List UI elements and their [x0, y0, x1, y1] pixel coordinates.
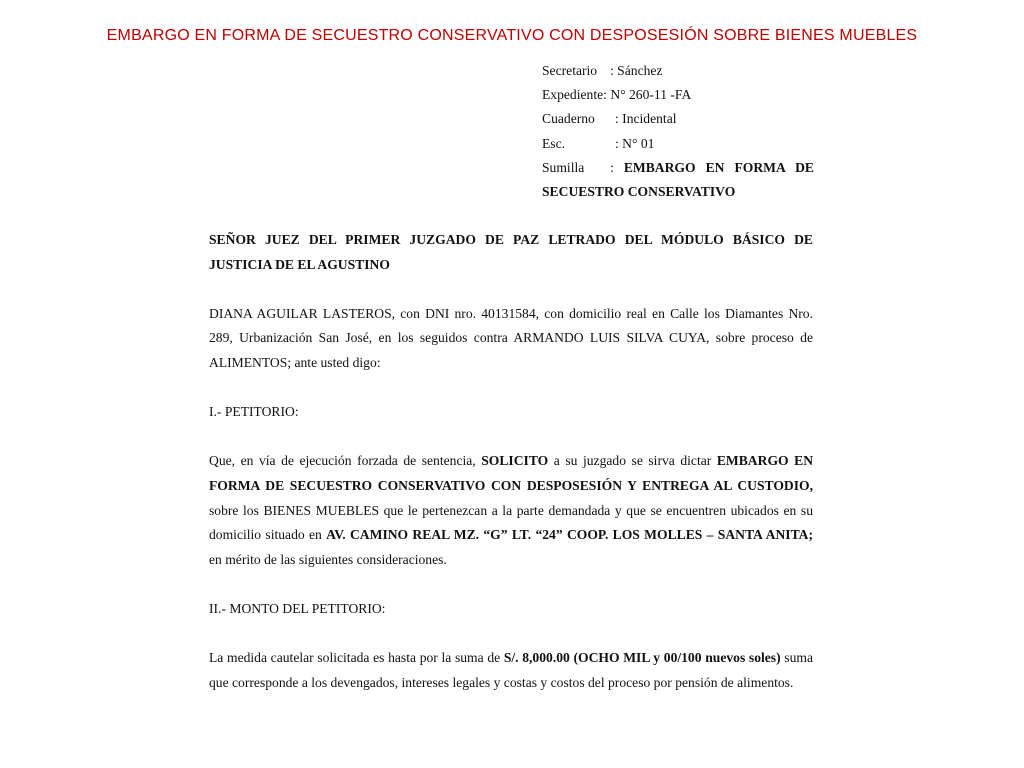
meta-row-secretario — [542, 59, 814, 83]
meta-label: Esc. — [542, 135, 566, 151]
meta-colon: : — [610, 159, 614, 175]
monto-text: La medida cautelar solicitada es hasta por la suma de — [209, 650, 501, 666]
petitorio-bold: EMBARGO EN FORMA DE SECUESTRO CONSERVATIVO CON DESPOSESIÓN Y ENTREGA AL CUSTODIO, — [209, 453, 814, 493]
monto-amount: S/. 8,000.00 (OCHO MIL y 00/100 nuevos soles) — [503, 650, 781, 666]
document-body — [209, 228, 813, 695]
case-metadata-block — [542, 59, 814, 204]
addressee: SEÑOR JUEZ DEL PRIMER JUZGADO DE PAZ LETRADO DEL MÓDULO BÁSICO DE JUSTICIA DE EL AGUSTINO — [209, 232, 813, 272]
spacer — [209, 622, 813, 647]
meta-value: N° 260-11 -FA — [610, 87, 692, 103]
petitorio-bold: SOLICITO — [481, 453, 549, 469]
section-2-heading: II.- MONTO DEL PETITORIO: — [209, 600, 386, 616]
section-1-heading: I.- PETITORIO: — [209, 404, 299, 420]
intro-paragraph: DIANA AGUILAR LASTEROS, con DNI nro. 40131584, con domicilio real en Calle los Diamantes Nro. 289, Urbanización San José, en los seguidos contra ARMANDO LUIS SILVA CUYA, sobre proceso de ALIMENTOS; ante usted digo: — [209, 305, 813, 370]
petitorio-text: a su juzgado se sirva dictar — [553, 453, 712, 469]
spacer — [209, 376, 813, 401]
petitorio-address: AV. CAMINO REAL MZ. “G” LT. “24” COOP. LOS MOLLES – SANTA ANITA; — [326, 527, 813, 543]
petitorio-paragraph — [209, 449, 813, 572]
sumilla-value-continued: SECUESTRO CONSERVATIVO — [542, 184, 736, 200]
meta-row-sumilla — [542, 156, 814, 180]
monto-text: suma que corresponde a los devengados, intereses legales y costas y costos del proceso por pensión de alimentos. — [209, 650, 813, 690]
meta-value: : N° 01 — [615, 135, 655, 151]
document-header-title: EMBARGO EN FORMA DE SECUESTRO CONSERVATIVO CON DESPOSESIÓN SOBRE BIENES MUEBLES — [106, 27, 918, 44]
sumilla-value: EMBARGO EN FORMA DE — [623, 159, 814, 175]
meta-row-expediente — [542, 83, 814, 107]
petitorio-text: en mérito de las siguientes consideraciones. — [209, 551, 447, 567]
meta-value: : Incidental — [615, 111, 677, 127]
spacer — [209, 425, 813, 450]
meta-label: Cuaderno — [542, 111, 595, 127]
meta-label: Expediente: — [542, 87, 607, 103]
petitorio-text: Que, en vía de ejecución forzada de sentencia, — [209, 453, 476, 469]
meta-value: : Sánchez — [610, 63, 663, 78]
spacer — [209, 277, 813, 302]
monto-paragraph — [209, 646, 813, 695]
meta-label: Sumilla — [542, 159, 585, 175]
petitorio-text: sobre los BIENES MUEBLES que le pertenezcan a la parte demandada y que se encuentren ubicados en su domicilio situado en — [209, 502, 813, 543]
meta-label: Secretario — [542, 63, 598, 78]
meta-row-cuaderno — [542, 107, 814, 131]
spacer — [209, 572, 813, 597]
meta-row-esc — [542, 132, 814, 156]
